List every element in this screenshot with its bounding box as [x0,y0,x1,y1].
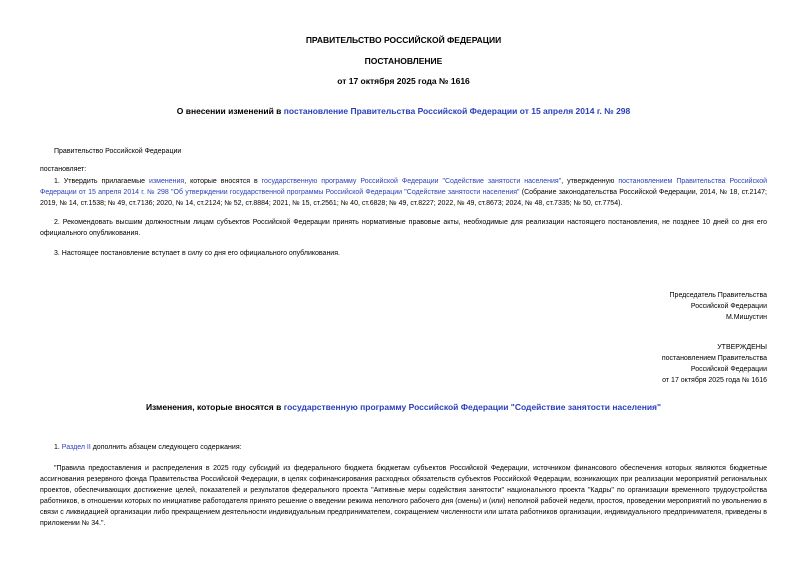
p1-link-program[interactable]: государственную программу Российской Федерации "Содействие занятости населения" [261,178,562,185]
document-type: ПОСТАНОВЛЕНИЕ [364,56,443,66]
resolves-text: постановляет: [40,166,87,173]
government-heading: ПРАВИТЕЛЬСТВО РОССИЙСКОЙ ФЕДЕРАЦИИ [305,35,502,45]
p1-text-c: , утвержденную [561,178,619,185]
p1-link-resolution[interactable]: постановлением Правительства Российской Федерации от 15 апреля 2014 г. № 298 "Об утверждении государственной программы Российской Федерации "Содействие занятости населения" [40,178,768,196]
title-link-resolution-298[interactable]: постановление Правительства Российской Федерации от 15 апреля 2014 г. № 298 [283,106,631,116]
approved-block [662,342,767,386]
p1-text-b: , которые вносятся в [184,178,262,185]
paragraph-1 [40,176,767,209]
p1-text-a: 1. Утвердить прилагаемые [54,178,150,185]
paragraph-3: 3. Настоящее постановление вступает в силу со дня его официального опубликования. [54,250,340,257]
item1-text: дополнить абзацем следующего содержания: [90,444,242,451]
approved-line2: постановлением Правительства [661,355,767,362]
approved-line4: от 17 октября 2025 года № 1616 [662,377,767,384]
item1-link-section-2[interactable]: Раздел II [61,444,91,451]
p1-text-d: (Собрание законодательства Российской Федерации, 2014, № 18, ст.2147; 2019, № 14, ст.1538; № 49, ст.7136; 2020, № 14, ст.2124; № 52, ст.8884; 2021, № 15, ст.2561; № 40, ст.6828; № 49, ст.8227; 2022, № 49, ст.8673; 2024, № 48, ст.7335; № 50, ст.7754). [40,189,767,207]
signature-title-line1: Председатель Правительства [669,292,767,299]
paragraph-2: 2. Рекомендовать высшим должностным лицам субъектов Российской Федерации принять нормативные правовые акты, необходимые для реализации настоящего постановления, не позднее 10 дней со дня его официального опубликования. [40,219,767,237]
changes-title-prefix: Изменения, которые вносятся в [145,402,284,412]
document-date-number: от 17 октября 2025 года № 1616 [337,76,470,86]
signature-title-line2: Российской Федерации [690,303,767,310]
item1-number: 1. [54,444,62,451]
quote-paragraph: "Правила предоставления и распределения в 2025 году субсидий из федерального бюджета бюджетам субъектов Российской Федерации, источником финансового обеспечения которых являются бюджетные ассигнования резервного фонда Правительства Российской Федерации, в целях софинансирования расходных обязательств субъектов Российской Федерации, возникающих при реализации мероприятий региональных проектов, обеспечивающих достижение целей, показателей и результатов федерального проекта "Активные меры содействия занятости" национального проекта "Кадры" по организации временного трудоустройства работников, в отношении которых по инициативе работодателя принято решение о введении режима неполного рабочего дня (смены) и (или) неполной рабочей недели, простоя, проведении мероприятий по увольнению в связи с ликвидацией организации либо прекращением деятельности индивидуальным предпринимателем, сокращением численности или штата работников организации, индивидуального предпринимателя, приведены в приложении № 34.". [40,465,767,527]
changes-title [0,402,807,412]
document-title [0,106,807,116]
approved-line3: Российской Федерации [690,366,767,373]
signature-name: М.Мишустин [725,314,767,321]
change-item-1 [54,442,242,453]
changes-title-link[interactable]: государственную программу Российской Федерации "Содействие занятости населения" [283,402,662,412]
signature-block [670,290,767,323]
p1-link-changes[interactable]: изменения [149,178,185,185]
title-prefix: О внесении изменений в [176,106,284,116]
approved-line1: УТВЕРЖДЕНЫ [717,344,767,351]
issuer-text: Правительство Российской Федерации [54,148,182,155]
